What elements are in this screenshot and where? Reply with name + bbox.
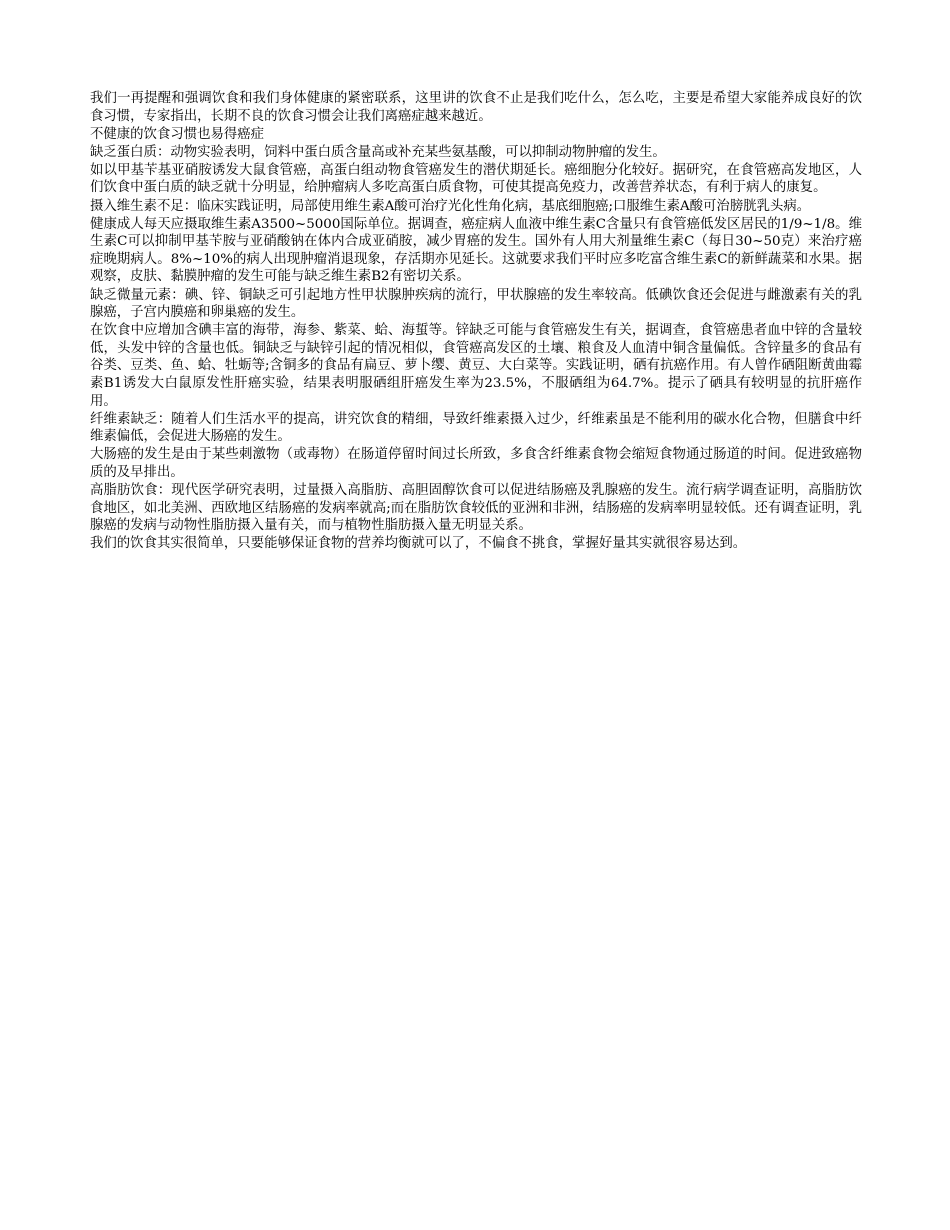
paragraph-high-fat: 高脂肪饮食：现代医学研究表明，过量摄入高脂肪、高胆固醇饮食可以促进结肠癌及乳腺癌的发生。流行病学调查证明，高脂肪饮食地区，如北美洲、西欧地区结肠癌的发病率就高;而在脂肪饮食较低的亚洲和非洲，结肠癌的发病率明显较低。还有调查证明，乳腺癌的发病与动物性脂肪摄入量有关，而与植物性脂肪摄入量无明显关系。 [90, 483, 862, 534]
paragraph-trace-elements-detail: 在饮食中应增加含碘丰富的海带，海参、紫菜、蛤、海蜇等。锌缺乏可能与食管癌发生有关，据调查，食管癌患者血中锌的含量较低，头发中锌的含量也低。铜缺乏与缺锌引起的情况相似，食管癌高发区的土壤、粮食及人血清中铜含量偏低。含锌量多的食品有谷类、豆类、鱼、蛤、牡蛎等;含铜多的食品有扁豆、萝卜缨、黄豆、大白菜等。实践证明，硒有抗癌作用。有人曾作硒阻断黄曲霉素B1诱发大白鼠原发性肝癌实验，结果表明服硒组肝癌发生率为23.5%，不服硒组为64.7%。提示了硒具有较明显的抗肝癌作用。 [90, 323, 862, 409]
paragraph-conclusion: 我们的饮食其实很简单，只要能够保证食物的营养均衡就可以了，不偏食不挑食，掌握好量其实就很容易达到。 [90, 536, 747, 552]
section-heading: 不健康的饮食习惯也易得癌症 [90, 126, 265, 142]
document-body [90, 90, 862, 553]
paragraph-fiber-detail: 大肠癌的发生是由于某些刺激物（或毒物）在肠道停留时间过长所致，多食含纤维素食物会缩短食物通过肠道的时间。促进致癌物质的及早排出。 [90, 447, 862, 480]
paragraph-intro: 我们一再提醒和强调饮食和我们身体健康的紧密联系，这里讲的饮食不止是我们吃什么，怎么吃，主要是希望大家能养成良好的饮食习惯，专家指出，长期不良的饮食习惯会让我们离癌症越来越近。 [90, 91, 862, 124]
paragraph-vitamin-detail: 健康成人每天应摄取维生素A3500~5000国际单位。据调查，癌症病人血液中维生素C含量只有食管癌低发区居民的1/9~1/8。维生素C可以抑制甲基苄胺与亚硝酸钠在体内合成亚硝胺，减少胃癌的发生。国外有人用大剂量维生素C（每日30~50克）来治疗癌症晚期病人。8%~10%的病人出现肿瘤消退现象，存活期亦见延长。这就要求我们平时应多吃富含维生素C的新鲜蔬菜和水果。据观察，皮肤、黏膜肿瘤的发生可能与缺乏维生素B2有密切关系。 [90, 216, 862, 285]
paragraph-fiber: 纤维素缺乏：随着人们生活水平的提高，讲究饮食的精细，导致纤维素摄入过少，纤维素虽是不能利用的碳水化合物，但膳食中纤维素偏低，会促进大肠癌的发生。 [90, 411, 862, 445]
paragraph-trace-elements: 缺乏微量元素：碘、锌、铜缺乏可引起地方性甲状腺肿疾病的流行，甲状腺癌的发生率较高。低碘饮食还会促进与雌激素有关的乳腺癌，子宫内膜癌和卵巢癌的发生。 [90, 287, 862, 321]
paragraph-vitamin: 摄入维生素不足：临床实践证明，局部使用维生素A酸可治疗光化性角化病，基底细胞癌;口服维生素A酸可治膀胱乳头病。 [90, 198, 811, 214]
paragraph-protein: 缺乏蛋白质：动物实验表明，饲料中蛋白质含量高或补充某些氨基酸，可以抑制动物肿瘤的发生。 [90, 144, 666, 160]
paragraph-protein-detail: 如以甲基苄基亚硝胺诱发大鼠食管癌，高蛋白组动物食管癌发生的潜伏期延长。癌细胞分化较好。据研究，在食管癌高发地区，人们饮食中蛋白质的缺乏就十分明显，给肿瘤病人多吃高蛋白质食物，可使其提高免疫力，改善营养状态，有利于病人的康复。 [90, 162, 862, 196]
